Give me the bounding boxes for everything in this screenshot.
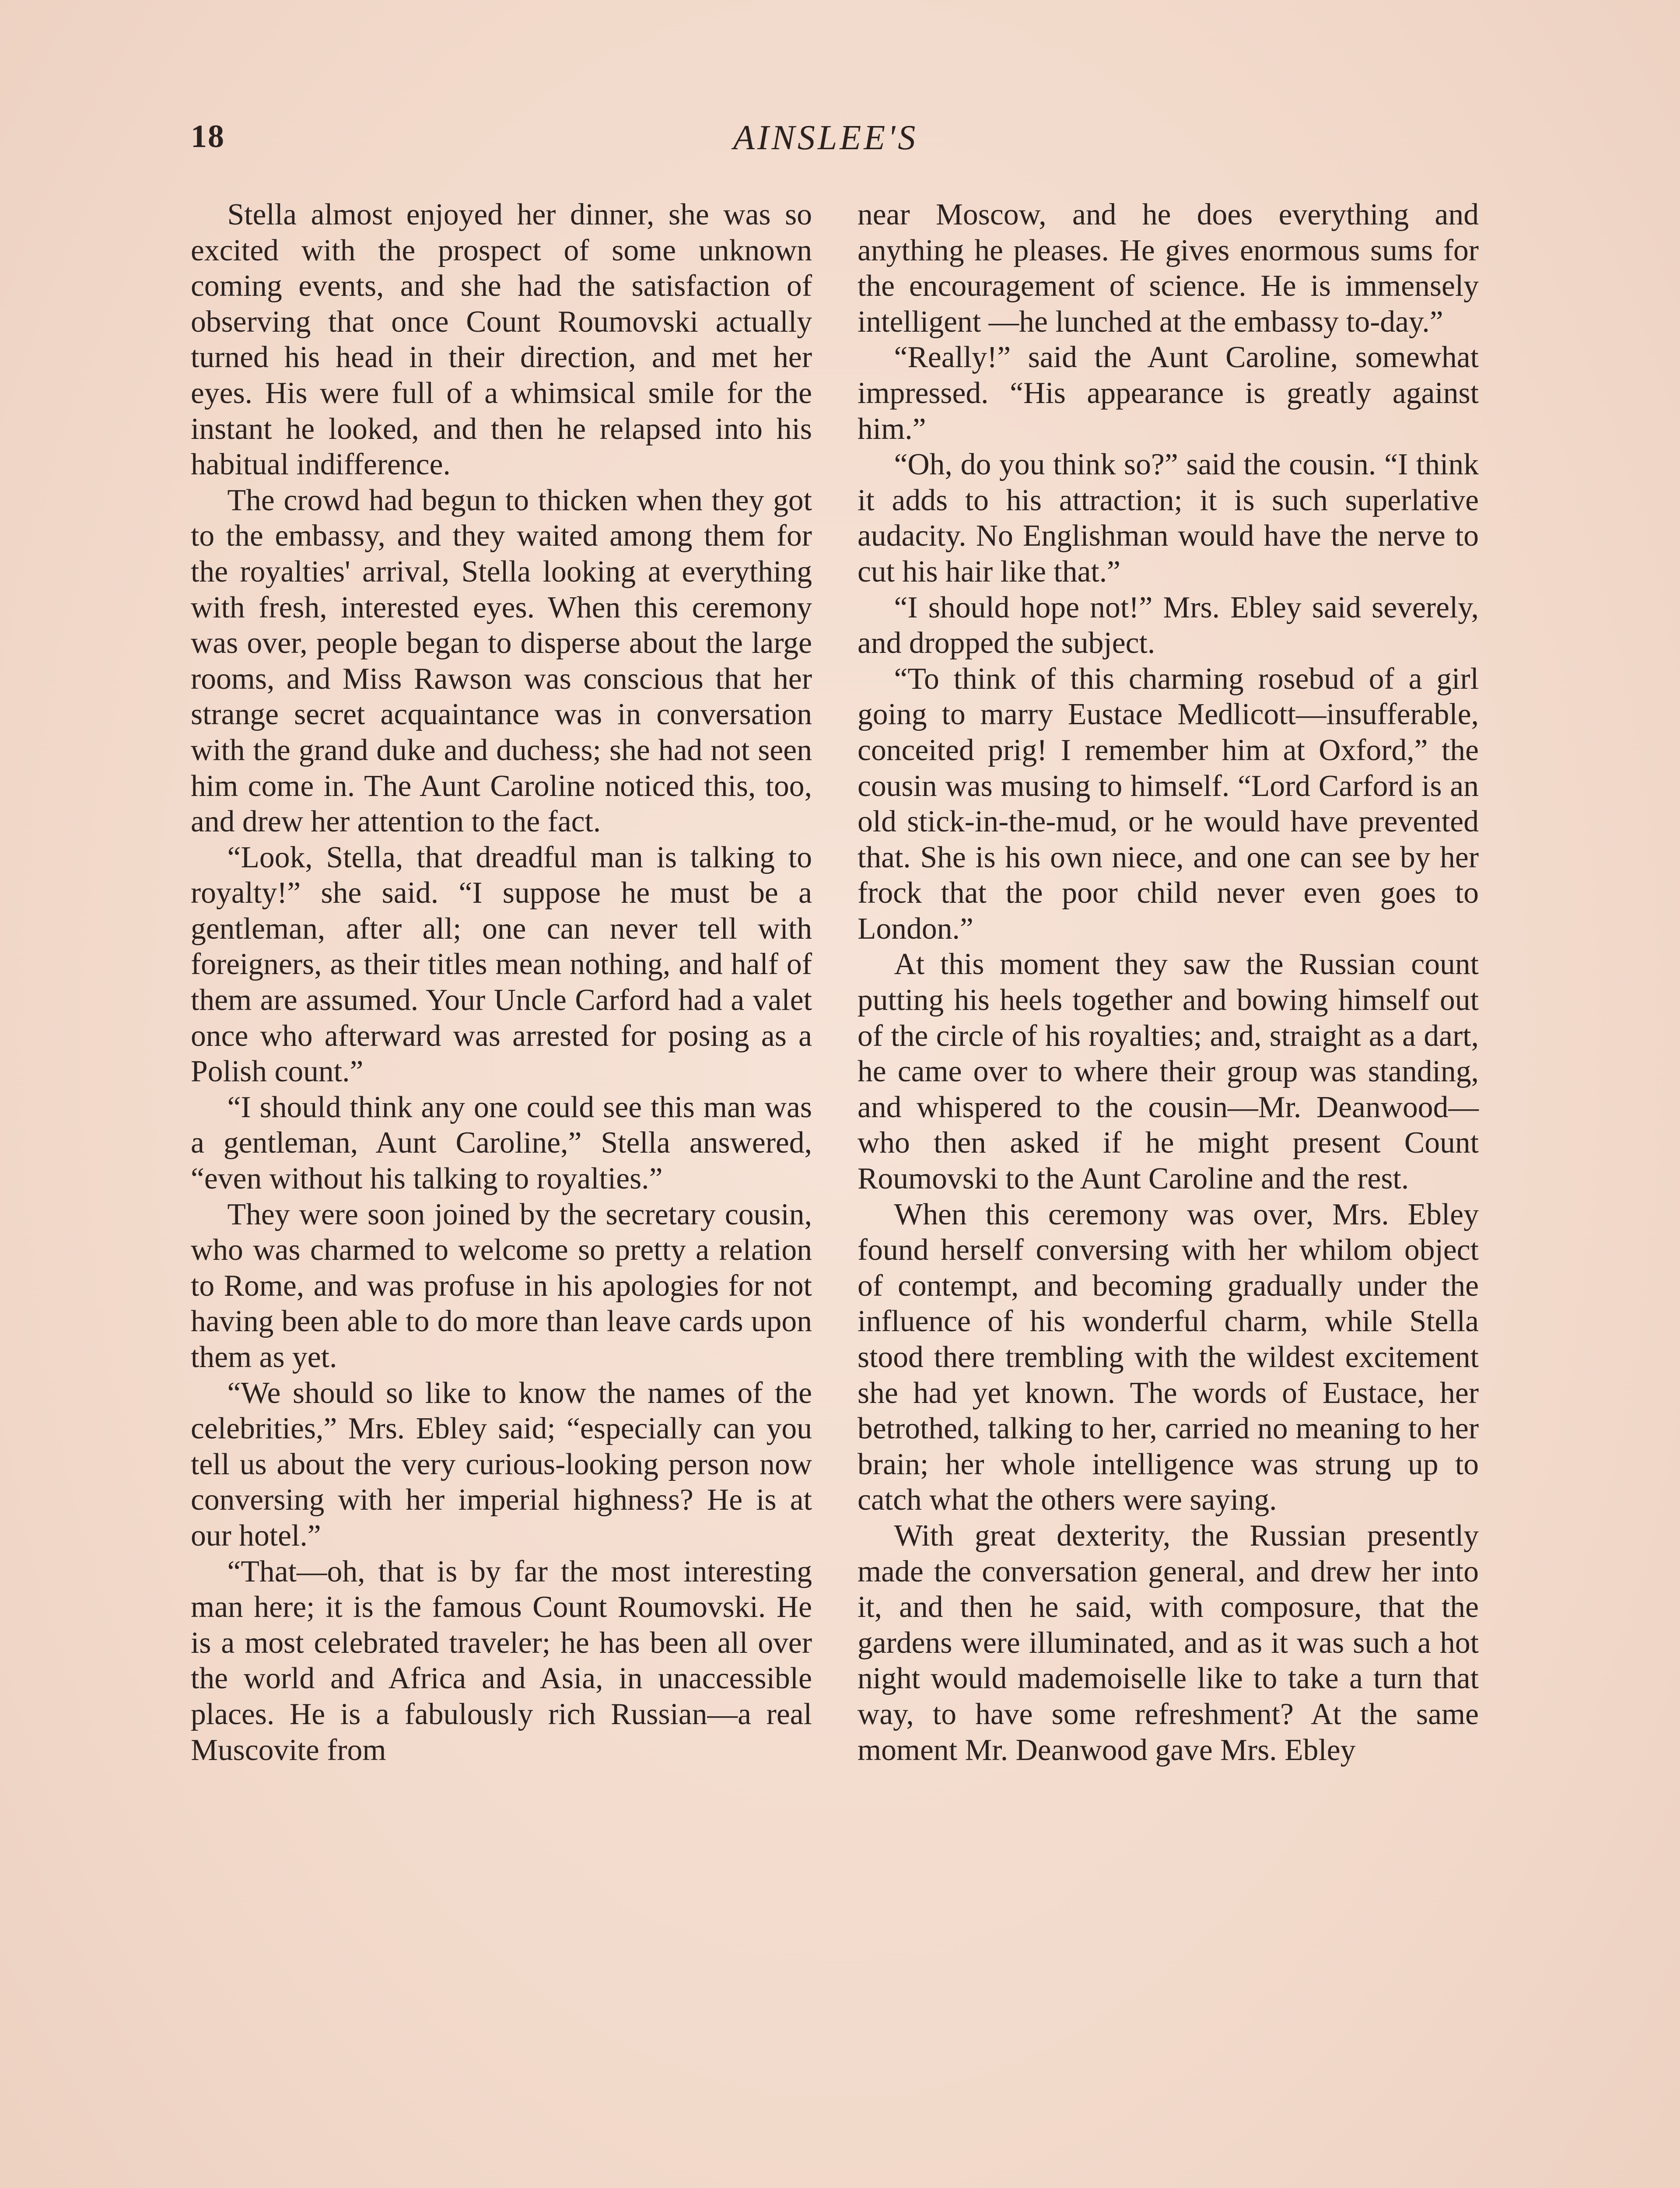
paragraph: “Look, Stella, that dreadful man is talking to royalty!” she said. “I suppose he must be a gentleman, after all; one can never tell with foreigners, as their titles mean nothing, and half of them are assumed. Your Uncle Carford had a valet once who afterward was arrested for posing as a Polish count.” xyxy=(191,840,812,1089)
paragraph: With great dexterity, the Russian presently made the conversation general, and drew her into it, and then he said, with composure, that the gardens were illuminated, and as it was such a hot night would mademoiselle like to take a turn that way, to have some refreshment? At the same moment Mr. Deanwood gave Mrs. Ebley xyxy=(858,1518,1479,1767)
magazine-title: AINSLEE'S xyxy=(733,119,918,157)
paragraph: “To think of this charming rosebud of a girl going to marry Eustace Medlicott—insufferable, conceited prig! I remember him at Oxford,” the cousin was musing to himself. “Lord Carford is an old stick-in-the-mud, or he would have prevented that. She is his own niece, and one can see by her frock that the poor child never even goes to London.” xyxy=(858,662,1479,946)
page-header xyxy=(191,118,1503,166)
paragraph: The crowd had begun to thicken when they got to the embassy, and they waited among them for the royalties' arrival, Stella looking at everything with fresh, interested eyes. When this ceremony was over, people began to disperse about the large rooms, and Miss Rawson was conscious that her strange secret acquaintance was in conversation with the grand duke and duchess; she had not seen him come in. The Aunt Caroline noticed this, too, and drew her attention to the fact. xyxy=(191,483,812,839)
paragraph: “Really!” said the Aunt Caroline, somewhat impressed. “His appearance is greatly against him.” xyxy=(858,340,1479,446)
paragraph: “I should hope not!” Mrs. Ebley said severely, and dropped the subject. xyxy=(858,590,1479,660)
right-column xyxy=(858,197,1479,1768)
paragraph: “That—oh, that is by far the most interesting man here; it is the famous Count Roumovski. He is a most celebrated traveler; he has been all over the world and Africa and Asia, in unaccessible places. He is a fabulously rich Russian—a real Muscovite from xyxy=(191,1554,812,1767)
paragraph: “We should so like to know the names of the celebrities,” Mrs. Ebley said; “especially can you tell us about the very curious-looking person now conversing with her imperial highness? He is at our hotel.” xyxy=(191,1376,812,1553)
paragraph-continued: near Moscow, and he does everything and anything he pleases. He gives enormous sums for the encouragement of science. He is immensely intelligent —he lunched at the embassy to-day.” xyxy=(858,198,1479,339)
paragraph: At this moment they saw the Russian count putting his heels together and bowing himself out of the circle of his royalties; and, straight as a dart, he came over to where their group was standing, and whispered to the cousin—Mr. Deanwood—who then asked if he might present Count Roumovski to the Aunt Caroline and the rest. xyxy=(858,947,1479,1196)
paragraph: When this ceremony was over, Mrs. Ebley found herself conversing with her whilom object of contempt, and becoming gradually under the influence of his wonderful charm, while Stella stood there trembling with the wildest excitement she had yet known. The words of Eustace, her betrothed, talking to her, carried no meaning to her brain; her whole intelligence was strung up to catch what the others were saying. xyxy=(858,1197,1479,1517)
paragraph: Stella almost enjoyed her dinner, she was so excited with the prospect of some unknown coming events, and she had the satisfaction of observing that once Count Roumovski actually turned his head in their direction, and met her eyes. His were full of a whimsical smile for the instant he looked, and then he relapsed into his habitual indifference. xyxy=(191,198,812,482)
paragraph: “I should think any one could see this man was a gentleman, Aunt Caroline,” Stella answered, “even without his talking to royalties.” xyxy=(191,1090,812,1196)
left-column xyxy=(191,197,812,1768)
page-number: 18 xyxy=(191,119,225,154)
paragraph: “Oh, do you think so?” said the cousin. “I think it adds to his attraction; it is such superlative audacity. No Englishman would have the nerve to cut his hair like that.” xyxy=(858,448,1479,589)
paragraph: They were soon joined by the secretary cousin, who was charmed to welcome so pretty a relation to Rome, and was profuse in his apologies for not having been able to do more than leave cards upon them as yet. xyxy=(191,1197,812,1374)
